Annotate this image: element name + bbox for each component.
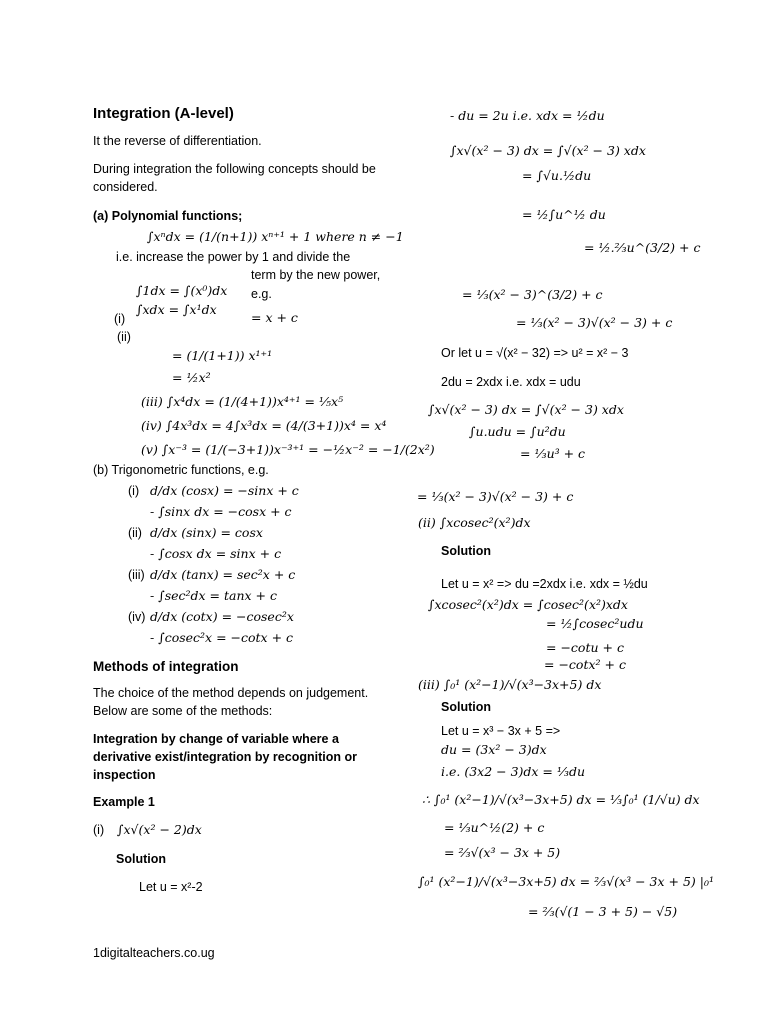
methods-text-line2: Below are some of the methods: (93, 704, 273, 718)
change-of-variable-heading-line1: Integration by change of variable where a (93, 732, 339, 746)
trig-label: (iii) (128, 568, 145, 582)
rhs-solution-label-2: Solution (441, 700, 491, 714)
methods-text-line1: The choice of the method depends on judgement. (93, 686, 369, 700)
rhs-line-12: = ⅓u³ + c (520, 446, 586, 461)
rhs-line-25: i.e. (3x2 − 3)dx = ⅓du (441, 764, 586, 779)
rhs-line-28: = ⅔√(x³ − 3x + 5) (444, 845, 561, 860)
rhs-line-13: = ⅓(x² − 3)√(x² − 3) + c (417, 489, 574, 504)
rhs-line-1: - du = 2u i.e. xdx = ½du (450, 108, 605, 123)
rhs-line-6: = ⅓(x² − 3)^(3/2) + c (462, 287, 603, 302)
concepts-text-line1: During integration the following concepts should be (93, 162, 376, 176)
example-iv: (iv) ∫4x³dx = 4∫x³dx = (4/(3+1))x⁴ = x⁴ (141, 418, 387, 433)
example-1-i-expression: ∫x√(x² − 2)dx (117, 822, 202, 837)
example-ii-integral: ∫xdx = ∫x¹dx (136, 302, 217, 317)
rhs-line-18: = ½∫cosec²udu (546, 616, 644, 631)
trig-derivative: d/dx (tanx) = sec²x + c (150, 567, 296, 582)
methods-heading: Methods of integration (93, 659, 239, 674)
rhs-line-19: = −cotu + c (546, 640, 624, 655)
page-title: Integration (A-level) (93, 105, 234, 122)
trig-integral: - ∫sinx dx = −cosx + c (150, 504, 292, 519)
intro-text: It the reverse of differentiation. (93, 134, 262, 148)
eg-label: e.g. (251, 287, 272, 301)
rhs-line-30: = ⅔(√(1 − 3 + 5) − √5) (528, 904, 678, 919)
example-1-i-label: (i) (93, 823, 105, 837)
trig-heading: (b) Trigonometric functions, e.g. (93, 463, 269, 477)
rhs-line-27: = ⅓u^½(2) + c (444, 820, 545, 835)
footer-site: 1digitalteachers.co.ug (93, 946, 215, 960)
rhs-line-7: = ⅓(x² − 3)√(x² − 3) + c (516, 315, 673, 330)
trig-derivative: d/dx (sinx) = cosx (150, 525, 263, 540)
trig-derivative: d/dx (cosx) = −sinx + c (150, 483, 299, 498)
rhs-line-11: ∫u.udu = ∫u²du (469, 424, 566, 439)
rhs-line-23: Let u = x³ − 3x + 5 => (441, 724, 561, 738)
polynomial-rule-line2: term by the new power, (251, 268, 381, 282)
rhs-line-21: (iii) ∫₀¹ (x²−1)/√(x³−3x+5) dx (418, 677, 602, 692)
example-ii-step2: = ½x² (172, 370, 211, 385)
polynomial-formula: ∫xⁿdx = (1/(n+1)) xⁿ⁺¹ + 1 where n ≠ −1 (147, 229, 404, 244)
polynomial-rule-line1: i.e. increase the power by 1 and divide the (116, 250, 351, 264)
example-i-label: (i) (114, 312, 126, 326)
concepts-text-line2: considered. (93, 180, 158, 194)
example-iii: (iii) ∫x⁴dx = (1/(4+1))x⁴⁺¹ = ⅕x⁵ (141, 394, 344, 409)
example-i-result: = x + c (251, 310, 298, 325)
rhs-line-3: = ∫√u.½du (522, 168, 592, 183)
example-v: (v) ∫x⁻³ = (1/(−3+1))x⁻³⁺¹ = −½x⁻² = −1/(2x²) (141, 442, 435, 457)
rhs-line-4: = ½∫u^½ du (522, 207, 606, 222)
rhs-line-10: ∫x√(x² − 3) dx = ∫√(x² − 3) xdx (428, 402, 624, 417)
change-of-variable-heading-line3: inspection (93, 768, 156, 782)
rhs-line-17: ∫xcosec²(x²)dx = ∫cosec²(x²)xdx (428, 597, 628, 612)
let-u-line: Let u = x²-2 (139, 880, 203, 894)
solution-label: Solution (116, 852, 166, 866)
rhs-line-26: ∴ ∫₀¹ (x²−1)/√(x³−3x+5) dx = ⅓∫₀¹ (1/√u) dx (422, 792, 700, 807)
trig-label: (iv) (128, 610, 146, 624)
rhs-line-5: = ½.⅔u^(3/2) + c (584, 240, 701, 255)
trig-integral: - ∫cosec²x = −cotx + c (150, 630, 294, 645)
rhs-line-9: 2du = 2xdx i.e. xdx = udu (441, 375, 581, 389)
rhs-line-20: = −cotx² + c (544, 657, 626, 672)
example-1-heading: Example 1 (93, 795, 155, 809)
rhs-line-14: (ii) ∫xcosec²(x²)dx (418, 515, 531, 530)
rhs-line-29: ∫₀¹ (x²−1)/√(x³−3x+5) dx = ⅔√(x³ − 3x + 5) |₀¹ (418, 874, 714, 889)
rhs-solution-label: Solution (441, 544, 491, 558)
trig-integral: - ∫cosx dx = sinx + c (150, 546, 282, 561)
rhs-line-24: du = (3x² − 3)dx (441, 742, 547, 757)
example-ii-label: (ii) (117, 330, 131, 344)
rhs-line-16: Let u = x² => du =2xdx i.e. xdx = ½du (441, 577, 648, 591)
polynomial-heading: (a) Polynomial functions; (93, 209, 243, 223)
trig-label: (i) (128, 484, 140, 498)
trig-label: (ii) (128, 526, 142, 540)
change-of-variable-heading-line2: derivative exist/integration by recognition or (93, 750, 357, 764)
trig-integral: - ∫sec²dx = tanx + c (150, 588, 278, 603)
trig-derivative: d/dx (cotx) = −cosec²x (150, 609, 294, 624)
rhs-line-8: Or let u = √(x² − 32) => u² = x² − 3 (441, 346, 629, 360)
example-ii-step1: = (1/(1+1)) x¹⁺¹ (172, 348, 273, 363)
rhs-line-2: ∫x√(x² − 3) dx = ∫√(x² − 3) xdx (450, 143, 646, 158)
example-i-integral: ∫1dx = ∫(x⁰)dx (136, 283, 228, 298)
